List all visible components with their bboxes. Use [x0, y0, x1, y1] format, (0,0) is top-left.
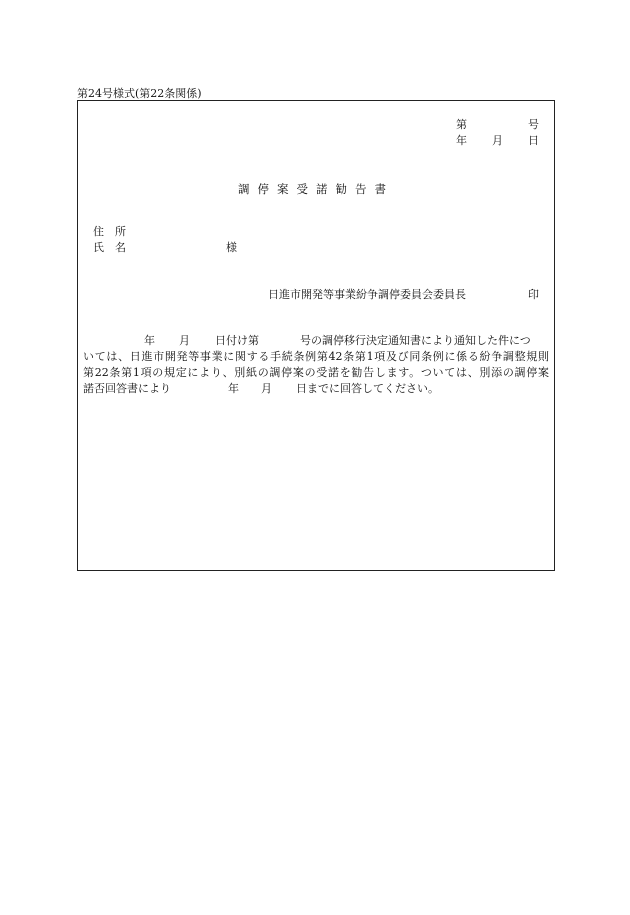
- number-prefix: 第: [456, 118, 467, 131]
- body-line2: いては、日進市開発等事業に関する手続条例第42条第1項及び同条例に係る紛争調整規則: [83, 350, 549, 363]
- date-month: 月: [492, 134, 503, 147]
- name-label: 氏 名: [93, 241, 126, 254]
- document-title: 調停案受諾勧告書: [238, 182, 394, 196]
- seal-mark: 印: [528, 288, 539, 301]
- body-line1-dated: 日付け第: [215, 334, 259, 347]
- body-line1-month: 月: [179, 334, 190, 347]
- sender-title: 日進市開発等事業紛争調停委員会委員長: [268, 288, 466, 301]
- address-label: 住 所: [93, 225, 126, 238]
- honorific: 様: [226, 241, 237, 254]
- body-line4-end: 日までに回答してください。: [296, 382, 439, 395]
- number-suffix: 号: [528, 118, 539, 131]
- body-line1-year: 年: [144, 334, 155, 347]
- body-line4-start: 諾否回答書により: [83, 382, 171, 395]
- document-frame: [77, 100, 555, 571]
- body-line3: 第22条第1項の規定により、別紙の調停案の受諾を勧告します。ついては、別添の調停案: [83, 366, 549, 379]
- body-line4-month: 月: [261, 382, 272, 395]
- body-line1-rest: 号の調停移行決定通知書により通知した件につ: [300, 334, 531, 347]
- date-day: 日: [528, 134, 539, 147]
- form-number: 第24号様式(第22条関係): [77, 87, 202, 100]
- date-year: 年: [456, 134, 467, 147]
- body-line4-year: 年: [228, 382, 239, 395]
